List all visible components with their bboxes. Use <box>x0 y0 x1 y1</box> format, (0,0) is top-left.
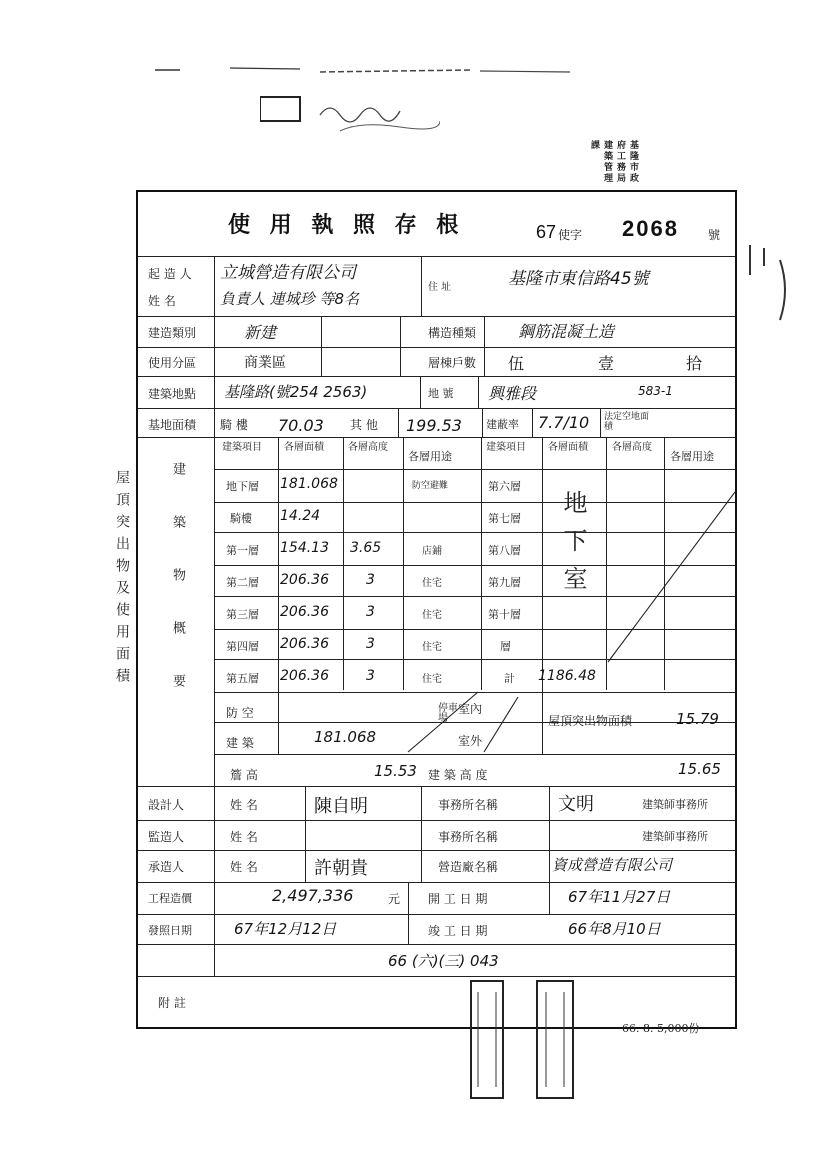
designer-architect-office: 建築師事務所 <box>642 798 708 811</box>
contractor-name: 許朝貴 <box>314 858 368 879</box>
start-date-label: 開 工 日 期 <box>428 892 488 906</box>
site-location-value: 基隆路(號254 2563) <box>224 383 368 401</box>
floor-height: 3 <box>366 572 375 588</box>
left-margin-note: 屋頂突出物及使用面積 <box>114 470 130 690</box>
lot-number-label: 地 號 <box>428 387 454 400</box>
upper-floor-item: 第六層 <box>488 480 521 493</box>
floor-height-header: 各層高度 <box>348 442 388 453</box>
site-location-label: 建築地點 <box>148 387 197 401</box>
underground-annotation: 地下室 <box>559 490 587 604</box>
upper-floor-item: 第十層 <box>488 608 521 621</box>
floor-use-header: 各層用途 <box>408 450 452 463</box>
floor-height: 3 <box>366 636 375 652</box>
floor-use: 店鋪 <box>422 546 442 557</box>
units-value: 拾 <box>686 354 703 373</box>
floor-area: 206.36 <box>280 572 329 588</box>
floor-use: 防空避難 <box>412 481 449 491</box>
contractor-name-label: 姓 名 <box>230 860 258 874</box>
corner-stamp: 基隆市政府工務局建築管理課 <box>589 140 638 184</box>
address-label: 住 址 <box>428 282 452 293</box>
applicant-label-1: 起 造 人 <box>148 267 192 281</box>
form-title: 使 用 執 照 存 根 <box>228 212 465 238</box>
floor-area: 14.24 <box>280 508 321 524</box>
permit-date-label: 發照日期 <box>148 924 192 937</box>
designer-label: 設計人 <box>148 798 185 812</box>
permit-date-value: 67年12月12日 <box>234 920 337 938</box>
permit-number: 2068 <box>622 216 679 241</box>
floor-height: 3 <box>366 668 375 684</box>
outdoor-label: 室外 <box>458 734 483 748</box>
floor-area-total-label: 建 築 <box>226 736 254 750</box>
supervisor-architect-office: 建築師事務所 <box>642 830 708 843</box>
approval-stamp-left <box>470 980 504 1099</box>
indoor-label: 室內 <box>458 702 483 716</box>
floor-area: 181.068 <box>280 476 338 492</box>
floor-item-header-2: 建築項目 <box>486 442 526 453</box>
designer-office: 文明 <box>558 794 594 815</box>
legal-open-space-label: 法定空地面積 <box>604 412 650 432</box>
top-scan-marks <box>140 62 580 82</box>
remarks-label: 附 註 <box>158 996 186 1010</box>
floor-item: 第三層 <box>226 608 259 621</box>
other-label: 其 他 <box>350 418 378 432</box>
upper-floor-item: 第八層 <box>488 544 521 557</box>
floor-area: 154.13 <box>280 540 329 556</box>
building-height-value: 15.65 <box>678 760 721 778</box>
floor-area: 206.36 <box>280 668 329 684</box>
other-area-value: 199.53 <box>406 416 462 435</box>
floor-area-header: 各層面積 <box>284 442 324 453</box>
air-defense-label: 防 空 <box>226 706 254 720</box>
designer-office-label: 事務所名稱 <box>438 798 499 812</box>
floor-item: 第五層 <box>226 672 259 685</box>
cost-label: 工程造價 <box>148 892 192 905</box>
floors-value: 伍 <box>508 354 525 373</box>
building-category-value: 新建 <box>244 323 277 342</box>
supervisor-name-label: 姓 名 <box>230 830 258 844</box>
permit-series: 使字 <box>558 228 583 242</box>
floor-use: 住宅 <box>422 578 442 589</box>
floor-item: 騎樓 <box>230 512 252 525</box>
stamp-scribble <box>260 95 440 140</box>
air-defense-area: 181.068 <box>314 728 377 746</box>
cost-unit: 元 <box>388 892 401 906</box>
floor-area-header-2: 各層面積 <box>548 442 588 453</box>
approval-stamp-right <box>536 980 574 1099</box>
cost-value: 2,497,336 <box>272 886 354 905</box>
eave-height-label: 簷 高 <box>230 768 258 782</box>
building-height-label: 建 築 高 度 <box>428 768 488 782</box>
upper-floor-item: 第九層 <box>488 576 521 589</box>
floor-use: 住宅 <box>422 642 442 653</box>
contractor-label: 承造人 <box>148 860 185 874</box>
finish-date-label: 竣 工 日 期 <box>428 924 488 938</box>
designer-name-label: 姓 名 <box>230 798 258 812</box>
applicant-company: 立城營造有限公司 <box>220 263 356 283</box>
print-run-note: 66. 8. 5,000份 <box>622 1022 700 1035</box>
roof-projection-value: 15.79 <box>676 710 719 728</box>
address-value: 基隆市東信路45號 <box>508 269 649 289</box>
floor-height: 3 <box>366 604 375 620</box>
floors-units-label: 層棟戶數 <box>428 356 477 370</box>
floor-use: 住宅 <box>422 674 442 685</box>
floor-area: 206.36 <box>280 604 329 620</box>
lot-section-value: 興雅段 <box>488 384 537 403</box>
floor-item: 第四層 <box>226 640 259 653</box>
contractor-company-label: 營造廠名稱 <box>438 860 499 874</box>
total-floor-area: 1186.48 <box>538 668 596 684</box>
parking-label: 停車場 <box>438 703 458 724</box>
eave-height-value: 15.53 <box>374 762 417 780</box>
right-edge-marks <box>740 240 800 360</box>
building-category-label: 建造類別 <box>148 326 197 340</box>
supervisor-label: 監造人 <box>148 830 185 844</box>
coverage-ratio-value: 7.7/10 <box>538 413 590 432</box>
permit-year: 67 <box>536 222 557 242</box>
start-date-value: 67年11月27日 <box>568 888 671 906</box>
structure-type-value: 鋼筋混凝土造 <box>518 322 615 341</box>
coverage-ratio-label: 建蔽率 <box>486 418 519 431</box>
floor-height-header-2: 各層高度 <box>612 442 652 453</box>
permit-form <box>136 190 737 1029</box>
contractor-company: 資成營造有限公司 <box>552 856 673 874</box>
finish-date-value: 66年8月10日 <box>568 920 661 938</box>
floor-use-header-2: 各層用途 <box>670 450 714 463</box>
floor-item: 第二層 <box>226 576 259 589</box>
applicant-label-2: 姓 名 <box>148 294 176 308</box>
buildings-value: 壹 <box>598 354 615 373</box>
zoning-label: 使用分區 <box>148 356 197 370</box>
floor-item: 第一層 <box>226 544 259 557</box>
upper-floor-item: 計 <box>504 672 515 685</box>
remark-code: 66 (六)(三) 043 <box>388 952 499 970</box>
upper-floor-item: 層 <box>500 640 511 653</box>
floor-area: 206.36 <box>280 636 329 652</box>
scan-noise <box>140 62 580 82</box>
floor-height: 3.65 <box>350 540 382 556</box>
building-summary-side-label: 建築物概要 <box>170 462 185 727</box>
arcade-label: 騎 樓 <box>220 418 248 432</box>
permit-suffix: 號 <box>708 228 721 242</box>
zoning-value: 商業區 <box>244 355 286 371</box>
floor-item: 地下層 <box>226 480 259 493</box>
structure-type-label: 構造種類 <box>428 326 477 340</box>
designer-name: 陳自明 <box>314 796 368 817</box>
floor-item-header: 建築項目 <box>222 442 262 453</box>
site-area-label: 基地面積 <box>148 418 197 432</box>
applicant-rep: 負責人 連城珍 等8名 <box>220 290 360 308</box>
supervisor-office-label: 事務所名稱 <box>438 830 499 844</box>
lot-number-value: 583-1 <box>638 384 673 398</box>
roof-projection-label: 屋頂突出物面積 <box>548 714 633 728</box>
floor-use: 住宅 <box>422 610 442 621</box>
arcade-area-value: 70.03 <box>278 416 324 435</box>
upper-floor-item: 第七層 <box>488 512 521 525</box>
